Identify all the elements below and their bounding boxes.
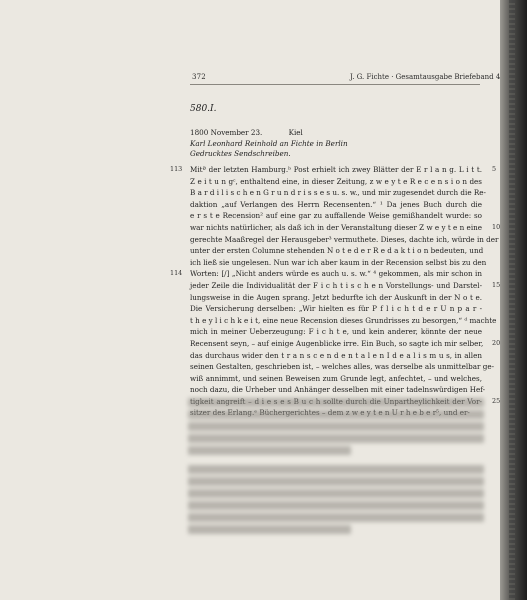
body-line-text: lungsweise in die Augen sprang. Jetzt bedurfte ich der Auskunft in der N o t e. xyxy=(190,292,482,302)
letter-number: 580.I. xyxy=(190,104,217,114)
footnote-block xyxy=(188,465,484,534)
body-line-text: wiß annimmt, und seinen Beweisen zum Grunde legt, anfechtet, – und welches, xyxy=(190,373,482,383)
body-line-text: Worten: [/] „Nicht anders würde es auch u. s. w.“ ⁴ gekommen, als mir schon in xyxy=(190,269,482,279)
body-line-text: noch dazu, die Urheber und Anhänger desselben mit einer tadelnswürdigen Hef- xyxy=(190,385,486,395)
body-line xyxy=(190,326,482,338)
body-line-text: ich ließ sie ungelesen. Nun war ich aber kaum in der Recension selbst bis zu den xyxy=(190,257,487,267)
line-number: 20 xyxy=(492,338,501,347)
header-rule xyxy=(190,84,480,85)
body-line xyxy=(190,210,482,222)
footnote-line xyxy=(188,501,484,510)
body-line xyxy=(190,280,501,292)
footnote-line xyxy=(188,489,484,498)
body-line xyxy=(190,338,501,350)
body-line xyxy=(190,292,482,304)
body-line xyxy=(190,222,501,234)
body-line xyxy=(190,384,486,396)
page-number: 372 xyxy=(192,73,206,81)
body-line xyxy=(190,176,482,188)
letter-correspondents: Karl Leonhard Reinhold an Fichte in Berlin xyxy=(190,138,348,148)
body-line-text: jeder Zeile die Individualität der F i c h t i s c h e n Vorstellungs- und Darstel- xyxy=(190,280,482,290)
body-line-text: Mitª der letzten Hamburg.ᵇ Post erhielt ich zwey Blätter der E r l a n g. L i t t. xyxy=(190,165,482,174)
body-line xyxy=(190,234,499,246)
body-line xyxy=(190,199,482,211)
margin-page-reference: 114 xyxy=(170,269,183,278)
body-line-text: Recensent seyn, – auf einige Augenblicke irre. Ein Buch, so sagte ich mir selber, xyxy=(190,338,484,348)
body-line-text: mich in meiner Ueberzeugung: F i c h t e, und kein anderer, könnte der neue xyxy=(190,327,482,337)
footnote-line xyxy=(188,410,484,419)
body-line xyxy=(190,187,486,199)
line-number: 5 xyxy=(492,165,497,173)
letter-date: 1800 November 23. xyxy=(190,128,263,137)
running-title: J. G. Fichte · Gesamtausgabe Briefeband 4 xyxy=(350,73,501,81)
body-line-text: gerechte Maaßregel der Herausgeber³ vermuthete. Dieses, dachte ich, würde in der xyxy=(190,234,499,244)
footnote-block xyxy=(188,398,484,455)
body-line xyxy=(170,268,482,280)
body-line xyxy=(170,164,497,176)
body-line xyxy=(190,245,482,257)
line-number: 15 xyxy=(492,280,501,289)
body-line-text: seinen Gestalten, geschrieben ist, – welches alles, was derselbe als unmittelbar ge- xyxy=(190,362,495,372)
footnote-line xyxy=(188,465,484,474)
body-line xyxy=(190,361,495,373)
body-line-text: Die Versicherung derselben: „Wir hielten es für P f l i c h t d e r U n p a r - xyxy=(190,304,482,314)
blurred-footnotes xyxy=(188,398,484,544)
footnote-line xyxy=(188,398,484,407)
body-line-text: t h e y l i c h k e i t, eine neue Recension dieses Grundrisses zu besorgen,“ ᵈ machte xyxy=(190,315,497,325)
body-line-text: Z e i t u n gᶜ, enthaltend eine, in dieser Zeitung, z w e y t e R e c e n s i o n des xyxy=(190,176,482,186)
body-line xyxy=(190,257,487,269)
body-line xyxy=(190,303,482,315)
letter-body xyxy=(170,164,501,419)
footnote-line xyxy=(188,422,484,431)
body-line xyxy=(190,350,482,362)
body-line-text: das durchaus wider den t r a n s c e n d e n t a l e n I d e a l i s m u s, in allen xyxy=(190,350,482,360)
margin-page-reference: 113 xyxy=(170,165,183,173)
footnote-line xyxy=(188,513,484,522)
line-number: 25 xyxy=(492,396,501,405)
body-line xyxy=(190,373,482,385)
footnote-line xyxy=(188,446,351,455)
body-line-text: e r s t e Recension² auf eine gar zu auffallende Weise gemißhandelt wurde: so xyxy=(190,211,482,221)
footnote-line xyxy=(188,477,484,486)
body-line xyxy=(190,315,497,327)
body-line-text: unter der ersten Columne stehenden N o t e d e r R e d a k t i o n bedeuten, und xyxy=(190,246,484,256)
letter-metadata xyxy=(190,128,480,160)
body-line-text: daktion „auf Verlangen des Herrn Recensenten.“ ¹ Da jenes Buch durch die xyxy=(190,199,482,209)
book-edge-pages xyxy=(509,0,515,600)
line-number: 10 xyxy=(492,222,501,231)
body-line-text: B a r d i l i s c h e n G r u n d r i s s e s u. s. w., und mir zugesendet durch die Re- xyxy=(190,188,486,198)
footnote-line xyxy=(188,525,351,534)
letter-place: Kiel xyxy=(288,128,303,137)
footnote-line xyxy=(188,434,484,443)
letter-source: Gedrucktes Sendschreiben. xyxy=(190,149,291,158)
body-line-text: war nichts natürlicher, als daß ich in der Veranstaltung dieser Z w e y t e n eine xyxy=(190,222,482,232)
